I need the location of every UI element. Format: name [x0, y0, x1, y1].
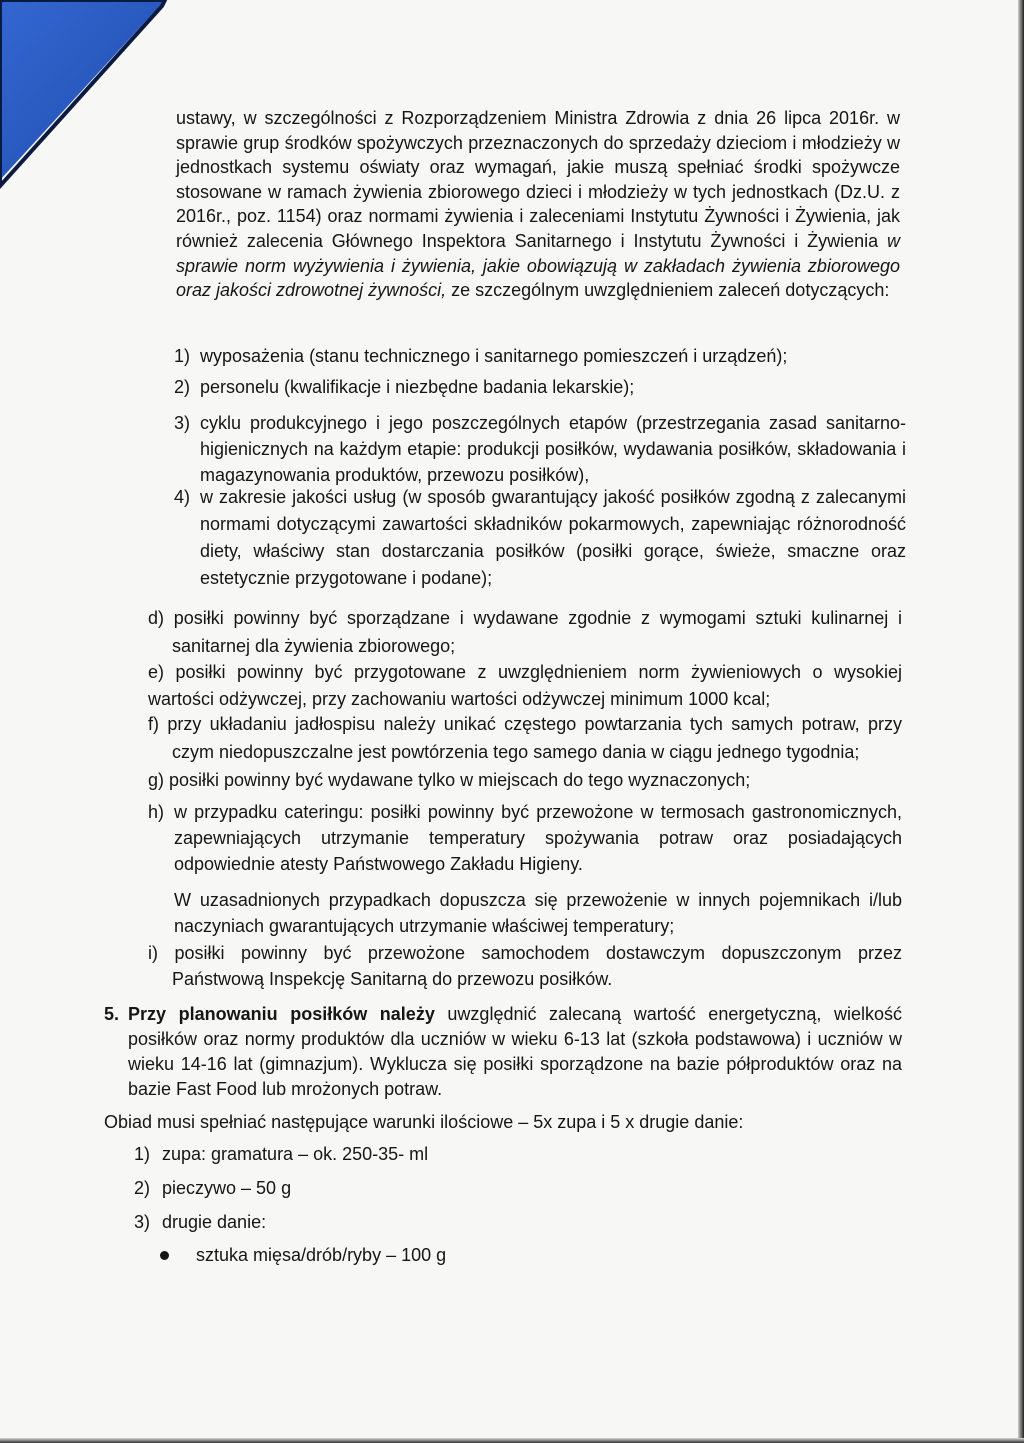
list-number: 1) — [134, 1144, 151, 1164]
intro-text: ustawy, w szczególności z Rozporządzeniem Ministra Zdrowia z dnia 26 lipca 2016r. w sprawie grup środków spożywczych przeznaczonych do sprzedaży dzieciom i młodzieży w jednostkach systemu oświaty oraz wymagań, jakie muszą spełniać środki spożywcze stosowane w ramach żywienia zbiorowego dzieci i młodzieży w tych jednostkach (Dz.U. z 2016r., poz. 1154) oraz normami żywienia i zaleceniami Instytutu Żywności i Żywienia, jak również zalecenia Głównego Inspektora Sanitarnego i Instytutu Żywności i Żywienia — [176, 108, 900, 251]
list-text: d) posiłki powinny być sporządzane i wydawane zgodnie z wymogami sztuki kulinarnej i sanitarnej dla żywienia zbiorowego; — [148, 608, 902, 656]
list-item — [174, 410, 906, 488]
list-text: f) przy układaniu jadłospisu należy unikać częstego powtarzania tych samych potraw, przy czym niedopuszczalne jest powtórzenia tego samego dania w ciągu jednego tygodnia; — [148, 714, 902, 762]
obiad-heading-text: Obiad musi spełniać następujące warunki ilościowe – 5x zupa i 5 x drugie danie: — [104, 1112, 744, 1132]
list-text: zupa: gramatura – ok. 250-35- ml — [162, 1144, 429, 1164]
list-item-g — [148, 768, 902, 792]
list-text: cyklu produkcyjnego i jego poszczególnych etapów (przestrzegania zasad sanitarno-higienicznych na każdym etapie: produkcji posiłków, wydawania posiłków, składowania i magazynowania produktów, przewozu posiłków), — [200, 413, 906, 485]
section-5 — [104, 1002, 902, 1102]
list-text: i) posiłki powinny być przewożone samochodem dostawczym dopuszczonym przez Państwową Inspekcję Sanitarną do przewozu posiłków. — [148, 943, 902, 989]
list-item-i — [148, 940, 902, 992]
list-text: sztuka mięsa/drób/ryby – 100 g — [196, 1245, 447, 1265]
list-item-d — [148, 604, 902, 660]
obiad-heading — [104, 1110, 904, 1134]
list-text: w przypadku cateringu: posiłki powinny być przewożone w termosach gastronomicznych, zapewniających utrzymanie temperatury spożywania potraw oraz posiadających odpowiednie atesty Państwowego Zakładu Higieny. — [174, 802, 902, 874]
list-text: e) posiłki powinny być przygotowane z uwzględnieniem norm żywieniowych o wysokiej wartości odżywczej, przy zachowaniu wartości odżywczej minimum 1000 kcal; — [148, 662, 902, 709]
obiad-bullet — [160, 1243, 860, 1267]
list-text: g) posiłki powinny być wydawane tylko w miejscach do tego wyznaczonych; — [148, 770, 751, 790]
list-number: 4) — [174, 487, 191, 507]
scan-edge-right — [1018, 0, 1024, 1443]
obiad-item — [134, 1142, 834, 1166]
scan-corner-mark — [0, 0, 200, 200]
intro-tail: ze szczególnym uwzględnieniem zaleceń dotyczących: — [451, 280, 890, 301]
list-text: pieczywo – 50 g — [162, 1178, 292, 1198]
list-text-extra: W uzasadnionych przypadkach dopuszcza się przewożenie w innych pojemnikach i/lub naczyniach gwarantujących utrzymanie właściwej temperatury; — [174, 890, 902, 936]
list-text: drugie danie: — [162, 1212, 267, 1232]
list-number: 3) — [174, 413, 191, 433]
list-text: w zakresie jakości usług (w sposób gwarantujący jakość posiłków zgodną z zalecanymi normami dotyczącymi zawartości składników pokarmowych, zapewniając różnorodność diety, właściwy stan dostarczania posiłków (posiłki gorące, świeże, smaczne oraz estetycznie przygotowane i podane); — [200, 487, 906, 588]
list-item-h — [148, 799, 902, 939]
list-number: 2) — [134, 1178, 151, 1198]
obiad-item — [134, 1176, 834, 1200]
list-number: 1) — [174, 346, 191, 366]
section-text: uwzględnić zalecaną wartość energetyczną, wielkość posiłków oraz normy produktów dla uczniów w wieku 6-13 lat (szkoła podstawowa) i uczniów w wieku 14-16 lat (gimnazjum). Wyklucza się posiłki sporządzone na bazie półproduktów oraz na bazie Fast Food lub mrożonych potraw. — [128, 1004, 902, 1099]
scan-edge-bottom — [0, 1438, 1024, 1443]
obiad-item — [134, 1210, 834, 1234]
section-bold-lead: Przy planowaniu posiłków należy — [128, 1004, 435, 1024]
section-number: 5. — [104, 1004, 120, 1024]
intro-italic: w sprawie norm wyżywienia i żywienia, jakie obowiązują w zakładach żywienia zbiorowego oraz jakości zdrowotnej żywności, — [176, 230, 900, 301]
list-number: 2) — [174, 377, 191, 397]
list-letter: h) — [148, 802, 165, 822]
list-item — [174, 484, 906, 592]
list-item-e — [148, 659, 902, 713]
list-item — [174, 344, 900, 368]
list-number: 3) — [134, 1212, 151, 1232]
list-item — [174, 375, 900, 399]
list-text: personelu (kwalifikacje i niezbędne badania lekarskie); — [200, 377, 635, 397]
list-text: wyposażenia (stanu technicznego i sanitarnego pomieszczeń i urządzeń); — [200, 346, 788, 366]
list-item-f — [148, 710, 902, 766]
intro-paragraph — [176, 106, 900, 303]
bullet-dot — [160, 1251, 169, 1260]
